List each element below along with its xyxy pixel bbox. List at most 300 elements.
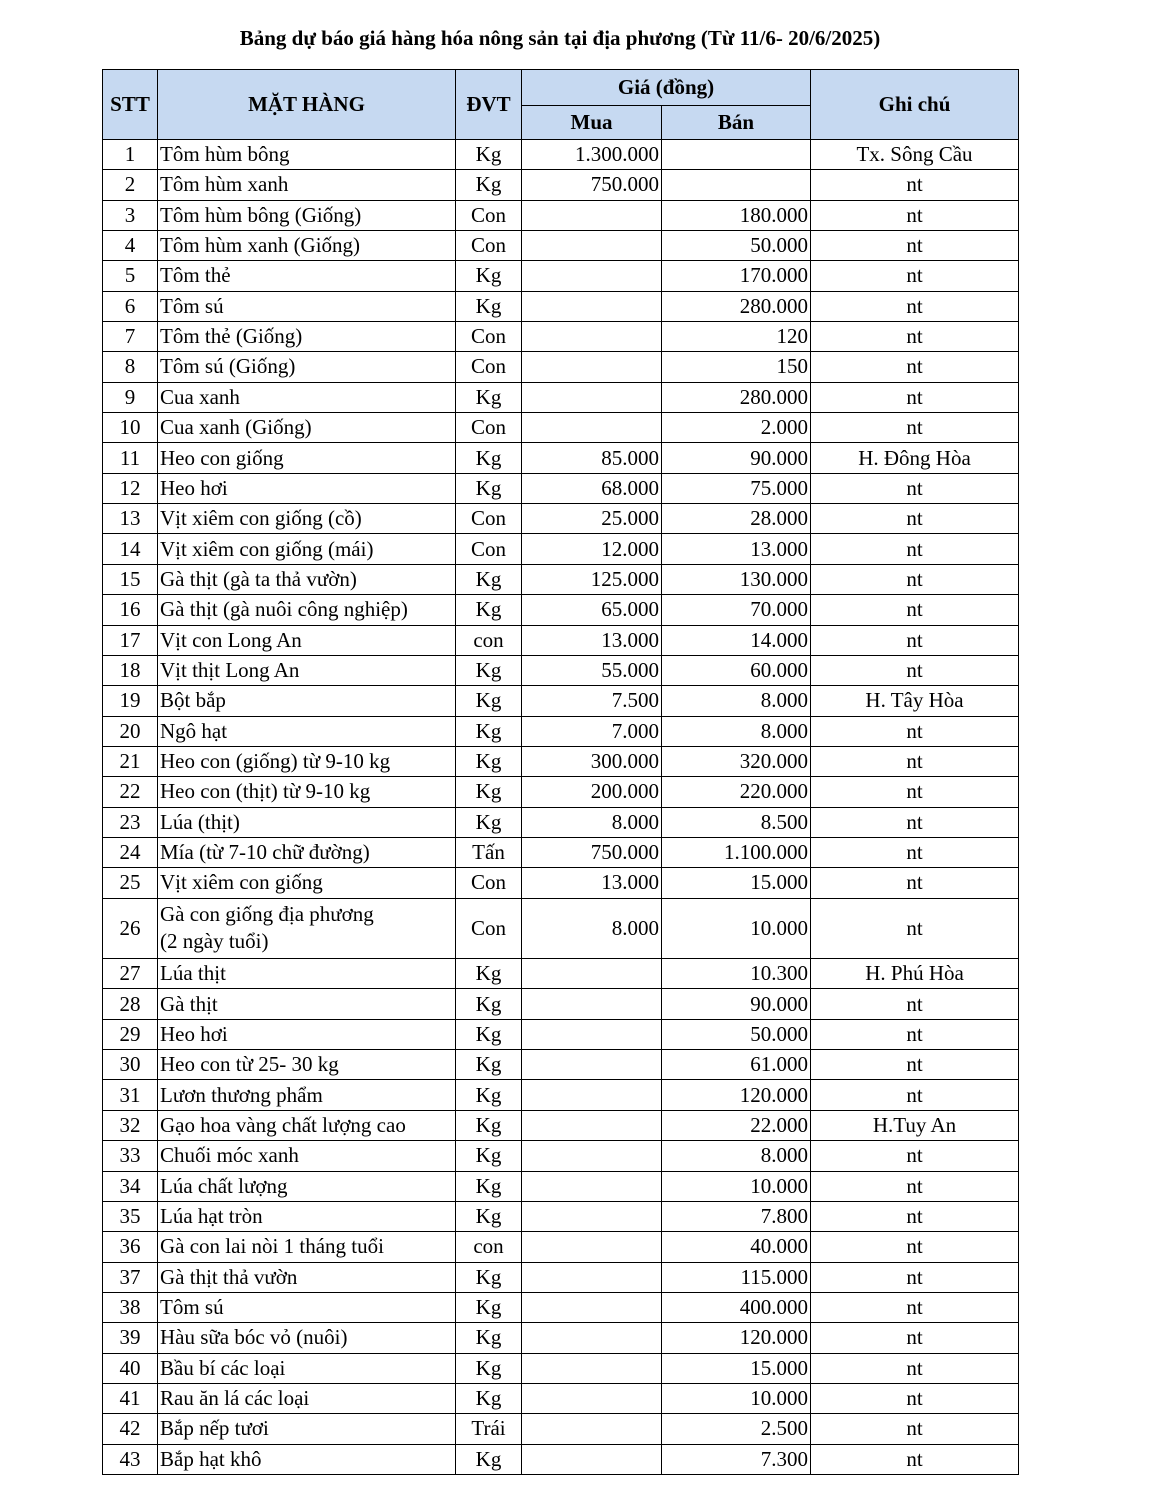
stt-cell: 25 <box>103 868 158 898</box>
buy-price-cell <box>522 1262 662 1292</box>
table-row <box>103 1201 1019 1231</box>
sell-price-cell: 75.000 <box>662 473 811 503</box>
buy-price-cell <box>522 1323 662 1353</box>
stt-cell: 23 <box>103 807 158 837</box>
sell-price-cell: 10.000 <box>662 898 811 959</box>
unit-cell: Con <box>456 352 522 382</box>
note-cell: nt <box>811 625 1019 655</box>
table-row <box>103 868 1019 898</box>
note-cell: nt <box>811 1383 1019 1413</box>
unit-cell: Kg <box>456 170 522 200</box>
buy-price-cell <box>522 1141 662 1171</box>
sell-price-cell: 28.000 <box>662 504 811 534</box>
unit-cell: Kg <box>456 1383 522 1413</box>
sell-price-cell: 2.500 <box>662 1414 811 1444</box>
sell-price-cell <box>662 140 811 170</box>
unit-cell: con <box>456 625 522 655</box>
unit-cell: Kg <box>456 473 522 503</box>
buy-price-cell <box>522 1444 662 1474</box>
buy-price-cell <box>522 231 662 261</box>
stt-cell: 7 <box>103 322 158 352</box>
table-row <box>103 322 1019 352</box>
unit-cell: Trái <box>456 1414 522 1444</box>
table-row <box>103 473 1019 503</box>
table-row <box>103 140 1019 170</box>
sell-price-cell: 7.300 <box>662 1444 811 1474</box>
table-row <box>103 1019 1019 1049</box>
table-row <box>103 1353 1019 1383</box>
unit-cell: Kg <box>456 1080 522 1110</box>
table-row <box>103 291 1019 321</box>
stt-cell: 22 <box>103 777 158 807</box>
buy-price-cell <box>522 1019 662 1049</box>
item-name-cell: Gà con giống địa phương (2 ngày tuổi) <box>158 898 456 959</box>
sell-price-cell: 1.100.000 <box>662 837 811 867</box>
note-cell: H. Đông Hòa <box>811 443 1019 473</box>
note-cell: nt <box>811 1080 1019 1110</box>
note-cell: nt <box>811 170 1019 200</box>
sell-price-cell: 120 <box>662 322 811 352</box>
sell-price-cell <box>662 170 811 200</box>
table-row <box>103 777 1019 807</box>
table-row <box>103 352 1019 382</box>
stt-cell: 42 <box>103 1414 158 1444</box>
stt-cell: 11 <box>103 443 158 473</box>
note-cell: nt <box>811 1323 1019 1353</box>
table-row <box>103 1141 1019 1171</box>
table-row <box>103 1262 1019 1292</box>
sell-price-cell: 70.000 <box>662 595 811 625</box>
item-name-cell: Lúa chất lượng <box>158 1171 456 1201</box>
item-name-cell: Bột bắp <box>158 686 456 716</box>
item-name-cell: Heo con giống <box>158 443 456 473</box>
stt-cell: 28 <box>103 989 158 1019</box>
item-name-cell: Lúa hạt tròn <box>158 1201 456 1231</box>
header-dvt: ĐVT <box>456 70 522 140</box>
buy-price-cell <box>522 291 662 321</box>
unit-cell: Kg <box>456 959 522 989</box>
stt-cell: 6 <box>103 291 158 321</box>
item-name-cell: Lúa thịt <box>158 959 456 989</box>
stt-cell: 41 <box>103 1383 158 1413</box>
item-name-cell: Tôm hùm xanh <box>158 170 456 200</box>
stt-cell: 16 <box>103 595 158 625</box>
note-cell: nt <box>811 1353 1019 1383</box>
sell-price-cell: 7.800 <box>662 1201 811 1231</box>
sell-price-cell: 115.000 <box>662 1262 811 1292</box>
stt-cell: 24 <box>103 837 158 867</box>
buy-price-cell: 13.000 <box>522 868 662 898</box>
unit-cell: Kg <box>456 564 522 594</box>
header-ghi-chu: Ghi chú <box>811 70 1019 140</box>
stt-cell: 26 <box>103 898 158 959</box>
price-table <box>102 69 1019 1475</box>
sell-price-cell: 10.300 <box>662 959 811 989</box>
sell-price-cell: 90.000 <box>662 989 811 1019</box>
note-cell: H. Phú Hòa <box>811 959 1019 989</box>
note-cell: H. Tây Hòa <box>811 686 1019 716</box>
buy-price-cell: 8.000 <box>522 807 662 837</box>
note-cell: nt <box>811 898 1019 959</box>
table-row <box>103 170 1019 200</box>
sell-price-cell: 280.000 <box>662 291 811 321</box>
buy-price-cell <box>522 1050 662 1080</box>
item-name-cell: Vịt xiêm con giống <box>158 868 456 898</box>
note-cell: Tx. Sông Cầu <box>811 140 1019 170</box>
stt-cell: 15 <box>103 564 158 594</box>
stt-cell: 2 <box>103 170 158 200</box>
sell-price-cell: 14.000 <box>662 625 811 655</box>
sell-price-cell: 180.000 <box>662 200 811 230</box>
note-cell: nt <box>811 1050 1019 1080</box>
item-name-cell: Heo hơi <box>158 473 456 503</box>
unit-cell: Kg <box>456 716 522 746</box>
unit-cell: Kg <box>456 1141 522 1171</box>
item-name-cell: Tôm hùm bông (Giống) <box>158 200 456 230</box>
table-row <box>103 1292 1019 1322</box>
unit-cell: Kg <box>456 1353 522 1383</box>
page-title: Bảng dự báo giá hàng hóa nông sản tại địa phương (Từ 11/6- 20/6/2025) <box>239 26 881 50</box>
unit-cell: Kg <box>456 1050 522 1080</box>
item-name-cell: Tôm thẻ <box>158 261 456 291</box>
sell-price-cell: 320.000 <box>662 746 811 776</box>
item-name-cell: Gà thịt thả vườn <box>158 1262 456 1292</box>
item-name-cell: Gà thịt <box>158 989 456 1019</box>
stt-cell: 10 <box>103 413 158 443</box>
header-gia: Giá (đồng) <box>522 70 811 106</box>
note-cell: nt <box>811 837 1019 867</box>
unit-cell: Kg <box>456 1323 522 1353</box>
stt-cell: 12 <box>103 473 158 503</box>
unit-cell: Kg <box>456 1262 522 1292</box>
table-row <box>103 413 1019 443</box>
item-name-cell: Hàu sữa bóc vỏ (nuôi) <box>158 1323 456 1353</box>
buy-price-cell <box>522 1353 662 1383</box>
note-cell: nt <box>811 746 1019 776</box>
buy-price-cell: 7.000 <box>522 716 662 746</box>
item-name-cell: Ngô hạt <box>158 716 456 746</box>
table-row <box>103 1414 1019 1444</box>
item-name-cell: Cua xanh <box>158 382 456 412</box>
item-name-cell: Heo con (giống) từ 9-10 kg <box>158 746 456 776</box>
table-row <box>103 898 1019 959</box>
item-name-cell: Heo hơi <box>158 1019 456 1049</box>
buy-price-cell <box>522 200 662 230</box>
stt-cell: 9 <box>103 382 158 412</box>
sell-price-cell: 280.000 <box>662 382 811 412</box>
table-row <box>103 595 1019 625</box>
stt-cell: 4 <box>103 231 158 261</box>
stt-cell: 34 <box>103 1171 158 1201</box>
note-cell: nt <box>811 291 1019 321</box>
note-cell: nt <box>811 1141 1019 1171</box>
unit-cell: Con <box>456 898 522 959</box>
sell-price-cell: 22.000 <box>662 1110 811 1140</box>
item-name-cell: Cua xanh (Giống) <box>158 413 456 443</box>
buy-price-cell <box>522 989 662 1019</box>
table-header <box>103 70 1019 140</box>
header-mua: Mua <box>522 106 662 140</box>
item-name-cell: Mía (từ 7-10 chữ đường) <box>158 837 456 867</box>
stt-cell: 35 <box>103 1201 158 1231</box>
buy-price-cell: 1.300.000 <box>522 140 662 170</box>
table-row <box>103 837 1019 867</box>
buy-price-cell <box>522 352 662 382</box>
item-name-cell: Tôm thẻ (Giống) <box>158 322 456 352</box>
item-name-cell: Tôm sú <box>158 1292 456 1322</box>
buy-price-cell: 68.000 <box>522 473 662 503</box>
table-row <box>103 200 1019 230</box>
item-name-cell: Tôm hùm xanh (Giống) <box>158 231 456 261</box>
table-row <box>103 959 1019 989</box>
unit-cell: Kg <box>456 1019 522 1049</box>
item-name-cell: Tôm sú <box>158 291 456 321</box>
sell-price-cell: 90.000 <box>662 443 811 473</box>
note-cell: nt <box>811 1444 1019 1474</box>
table-body <box>103 140 1019 1475</box>
sell-price-cell: 10.000 <box>662 1383 811 1413</box>
stt-cell: 21 <box>103 746 158 776</box>
note-cell: nt <box>811 413 1019 443</box>
buy-price-cell: 750.000 <box>522 170 662 200</box>
sell-price-cell: 15.000 <box>662 1353 811 1383</box>
buy-price-cell: 200.000 <box>522 777 662 807</box>
note-cell: nt <box>811 534 1019 564</box>
sell-price-cell: 130.000 <box>662 564 811 594</box>
stt-cell: 36 <box>103 1232 158 1262</box>
note-cell: H.Tuy An <box>811 1110 1019 1140</box>
sell-price-cell: 15.000 <box>662 868 811 898</box>
sell-price-cell: 50.000 <box>662 231 811 261</box>
note-cell: nt <box>811 655 1019 685</box>
note-cell: nt <box>811 322 1019 352</box>
buy-price-cell: 8.000 <box>522 898 662 959</box>
unit-cell: Kg <box>456 1292 522 1322</box>
stt-cell: 37 <box>103 1262 158 1292</box>
item-name-cell: Lươn thương phẩm <box>158 1080 456 1110</box>
note-cell: nt <box>811 1414 1019 1444</box>
note-cell: nt <box>811 1201 1019 1231</box>
item-name-cell: Vịt thịt Long An <box>158 655 456 685</box>
item-name-cell: Heo con từ 25- 30 kg <box>158 1050 456 1080</box>
sell-price-cell: 61.000 <box>662 1050 811 1080</box>
header-mat-hang: MẶT HÀNG <box>158 70 456 140</box>
stt-cell: 39 <box>103 1323 158 1353</box>
note-cell: nt <box>811 261 1019 291</box>
item-name-cell: Heo con (thịt) từ 9-10 kg <box>158 777 456 807</box>
note-cell: nt <box>811 1262 1019 1292</box>
item-name-cell: Tôm sú (Giống) <box>158 352 456 382</box>
stt-cell: 8 <box>103 352 158 382</box>
table-row <box>103 443 1019 473</box>
unit-cell: Con <box>456 200 522 230</box>
note-cell: nt <box>811 231 1019 261</box>
buy-price-cell <box>522 1080 662 1110</box>
note-cell: nt <box>811 1019 1019 1049</box>
unit-cell: con <box>456 1232 522 1262</box>
item-name-cell: Gà thịt (gà nuôi công nghiệp) <box>158 595 456 625</box>
sell-price-cell: 60.000 <box>662 655 811 685</box>
sell-price-cell: 220.000 <box>662 777 811 807</box>
buy-price-cell <box>522 322 662 352</box>
sell-price-cell: 8.000 <box>662 716 811 746</box>
item-name-cell: Gà thịt (gà ta thả vườn) <box>158 564 456 594</box>
buy-price-cell: 55.000 <box>522 655 662 685</box>
unit-cell: Tấn <box>456 837 522 867</box>
unit-cell: Con <box>456 868 522 898</box>
sell-price-cell: 10.000 <box>662 1171 811 1201</box>
unit-cell: Kg <box>456 291 522 321</box>
table-row <box>103 655 1019 685</box>
note-cell: nt <box>811 1232 1019 1262</box>
buy-price-cell <box>522 1171 662 1201</box>
unit-cell: Con <box>456 504 522 534</box>
sell-price-cell: 120.000 <box>662 1323 811 1353</box>
note-cell: nt <box>811 868 1019 898</box>
sell-price-cell: 120.000 <box>662 1080 811 1110</box>
buy-price-cell: 125.000 <box>522 564 662 594</box>
unit-cell: Kg <box>456 655 522 685</box>
table-row <box>103 504 1019 534</box>
stt-cell: 17 <box>103 625 158 655</box>
buy-price-cell <box>522 1292 662 1322</box>
table-row <box>103 1050 1019 1080</box>
table-row <box>103 231 1019 261</box>
stt-cell: 30 <box>103 1050 158 1080</box>
table-row <box>103 1383 1019 1413</box>
table-row <box>103 1444 1019 1474</box>
stt-cell: 5 <box>103 261 158 291</box>
table-row <box>103 1323 1019 1353</box>
table-row <box>103 746 1019 776</box>
sell-price-cell: 13.000 <box>662 534 811 564</box>
stt-cell: 33 <box>103 1141 158 1171</box>
stt-cell: 18 <box>103 655 158 685</box>
unit-cell: Kg <box>456 777 522 807</box>
header-ban: Bán <box>662 106 811 140</box>
buy-price-cell: 300.000 <box>522 746 662 776</box>
buy-price-cell: 7.500 <box>522 686 662 716</box>
stt-cell: 27 <box>103 959 158 989</box>
unit-cell: Con <box>456 231 522 261</box>
item-name-cell: Chuối móc xanh <box>158 1141 456 1171</box>
buy-price-cell <box>522 959 662 989</box>
buy-price-cell <box>522 1383 662 1413</box>
item-name-cell: Vịt xiêm con giống (cồ) <box>158 504 456 534</box>
table-row <box>103 1232 1019 1262</box>
stt-cell: 20 <box>103 716 158 746</box>
table-row <box>103 625 1019 655</box>
stt-cell: 40 <box>103 1353 158 1383</box>
unit-cell: Con <box>456 322 522 352</box>
unit-cell: Kg <box>456 1444 522 1474</box>
unit-cell: Kg <box>456 1201 522 1231</box>
table-row <box>103 261 1019 291</box>
unit-cell: Kg <box>456 746 522 776</box>
table-row <box>103 807 1019 837</box>
note-cell: nt <box>811 807 1019 837</box>
item-name-cell: Vịt con Long An <box>158 625 456 655</box>
table-row <box>103 1080 1019 1110</box>
unit-cell: Kg <box>456 382 522 412</box>
note-cell: nt <box>811 473 1019 503</box>
table-row <box>103 1110 1019 1140</box>
buy-price-cell <box>522 261 662 291</box>
note-cell: nt <box>811 716 1019 746</box>
table-row <box>103 1171 1019 1201</box>
item-name-cell: Gạo hoa vàng chất lượng cao <box>158 1110 456 1140</box>
buy-price-cell <box>522 1110 662 1140</box>
buy-price-cell: 12.000 <box>522 534 662 564</box>
unit-cell: Kg <box>456 595 522 625</box>
stt-cell: 13 <box>103 504 158 534</box>
header-stt: STT <box>103 70 158 140</box>
item-name-cell: Lúa (thịt) <box>158 807 456 837</box>
buy-price-cell: 750.000 <box>522 837 662 867</box>
note-cell: nt <box>811 595 1019 625</box>
stt-cell: 14 <box>103 534 158 564</box>
buy-price-cell <box>522 1201 662 1231</box>
stt-cell: 32 <box>103 1110 158 1140</box>
note-cell: nt <box>811 1171 1019 1201</box>
buy-price-cell <box>522 1232 662 1262</box>
sell-price-cell: 8.500 <box>662 807 811 837</box>
unit-cell: Con <box>456 413 522 443</box>
unit-cell: Kg <box>456 989 522 1019</box>
buy-price-cell <box>522 1414 662 1444</box>
sell-price-cell: 170.000 <box>662 261 811 291</box>
note-cell: nt <box>811 504 1019 534</box>
note-cell: nt <box>811 564 1019 594</box>
sell-price-cell: 400.000 <box>662 1292 811 1322</box>
item-name-cell: Bầu bí các loại <box>158 1353 456 1383</box>
unit-cell: Kg <box>456 807 522 837</box>
item-name-cell: Rau ăn lá các loại <box>158 1383 456 1413</box>
note-cell: nt <box>811 352 1019 382</box>
table-row <box>103 989 1019 1019</box>
buy-price-cell <box>522 413 662 443</box>
note-cell: nt <box>811 1292 1019 1322</box>
item-name-cell: Vịt xiêm con giống (mái) <box>158 534 456 564</box>
note-cell: nt <box>811 382 1019 412</box>
stt-cell: 43 <box>103 1444 158 1474</box>
note-cell: nt <box>811 989 1019 1019</box>
buy-price-cell: 65.000 <box>522 595 662 625</box>
sell-price-cell: 150 <box>662 352 811 382</box>
item-name-cell: Tôm hùm bông <box>158 140 456 170</box>
buy-price-cell: 13.000 <box>522 625 662 655</box>
table-row <box>103 716 1019 746</box>
item-name-cell: Bắp nếp tươi <box>158 1414 456 1444</box>
table-row <box>103 686 1019 716</box>
stt-cell: 19 <box>103 686 158 716</box>
stt-cell: 31 <box>103 1080 158 1110</box>
table-row <box>103 564 1019 594</box>
stt-cell: 38 <box>103 1292 158 1322</box>
buy-price-cell <box>522 382 662 412</box>
unit-cell: Con <box>456 534 522 564</box>
stt-cell: 29 <box>103 1019 158 1049</box>
sell-price-cell: 8.000 <box>662 686 811 716</box>
sell-price-cell: 2.000 <box>662 413 811 443</box>
unit-cell: Kg <box>456 1110 522 1140</box>
stt-cell: 3 <box>103 200 158 230</box>
table-row <box>103 534 1019 564</box>
table-row <box>103 382 1019 412</box>
unit-cell: Kg <box>456 686 522 716</box>
stt-cell: 1 <box>103 140 158 170</box>
unit-cell: Kg <box>456 261 522 291</box>
